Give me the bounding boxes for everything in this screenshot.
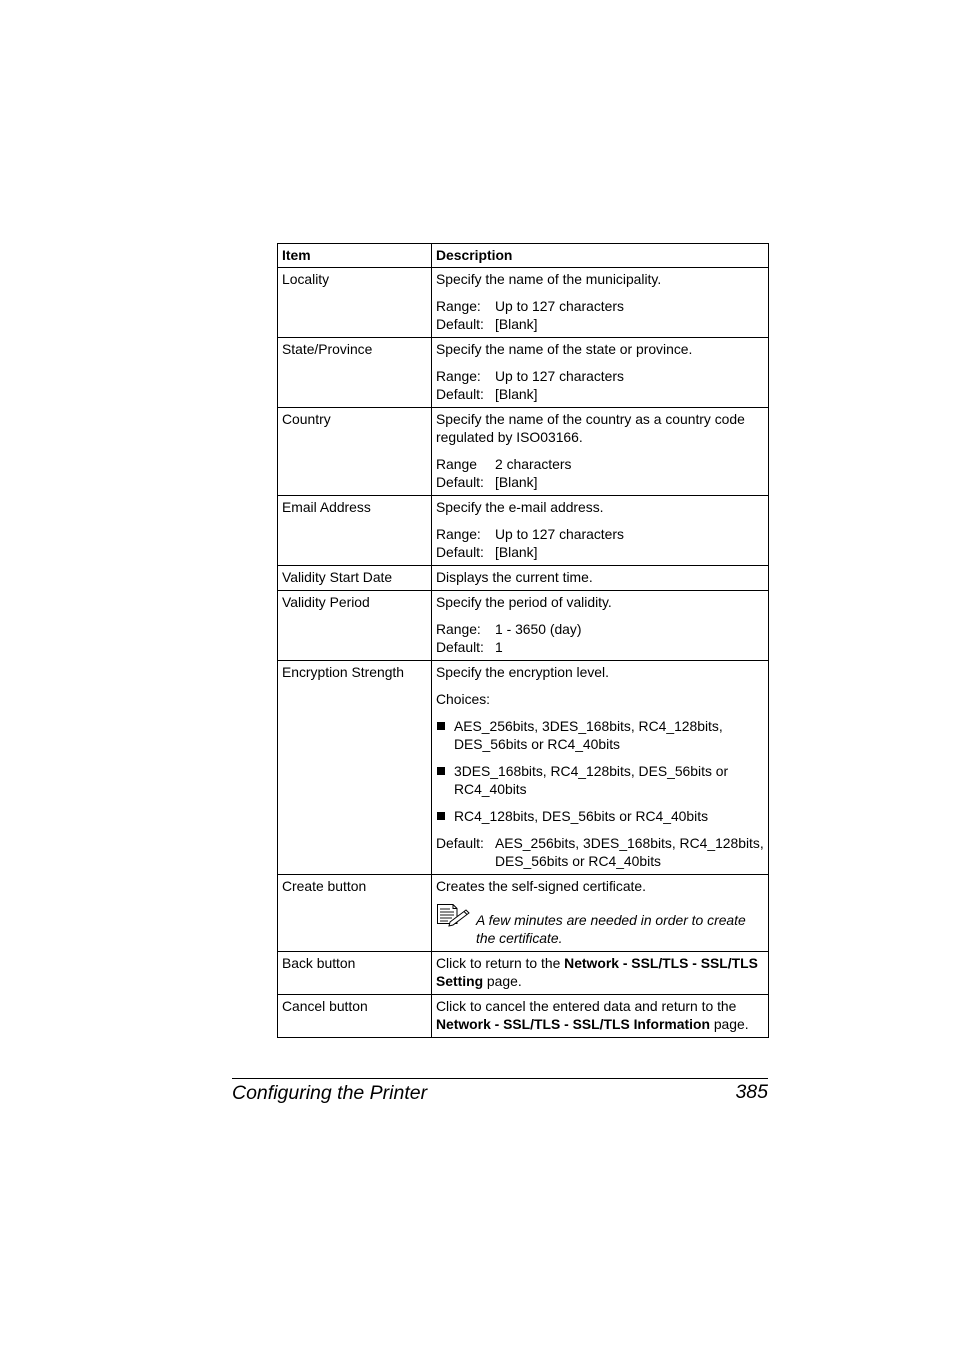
range-default-block xyxy=(436,367,764,403)
list-item xyxy=(436,717,764,753)
page-path: Network - SSL/TLS - SSL/TLS Information xyxy=(436,1016,710,1032)
table-row xyxy=(278,875,769,952)
range-label: Range xyxy=(436,456,477,472)
item-cell: State/Province xyxy=(278,338,432,408)
description-text: Specify the encryption level. xyxy=(436,664,609,680)
choice-text: 3DES_168bits, RC4_128bits, DES_56bits or RC4_40bits xyxy=(454,763,729,797)
range-default-block xyxy=(436,525,764,561)
note-pencil-icon-graphic xyxy=(436,903,470,927)
table-row xyxy=(278,591,769,661)
table-row xyxy=(278,566,769,591)
range-value: Up to 127 characters xyxy=(495,526,624,542)
range-label: Range: xyxy=(436,621,481,637)
default-label: Default: xyxy=(436,316,484,332)
description-cell xyxy=(432,408,769,496)
table-header-row xyxy=(278,244,769,268)
description-suffix: page. xyxy=(483,973,522,989)
range-default-block xyxy=(436,297,764,333)
description-text: Creates the self-signed certificate. xyxy=(436,878,647,894)
description-text: Specify the name of the country as a country code regulated by ISO03166. xyxy=(436,411,745,445)
page-path: Network - SSL/TLS - SSL/TLS Setting xyxy=(436,955,758,989)
table-row xyxy=(278,408,769,496)
item-cell: Email Address xyxy=(278,496,432,566)
item-cell: Locality xyxy=(278,268,432,338)
choice-text: AES_256bits, 3DES_168bits, RC4_128bits, DES_56bits or RC4_40bits xyxy=(454,718,723,752)
default-value: [Blank] xyxy=(495,544,538,560)
description-cell xyxy=(432,661,769,875)
item-cell: Cancel button xyxy=(278,995,432,1038)
description-cell xyxy=(432,995,769,1038)
table-row xyxy=(278,995,769,1038)
default-label: Default: xyxy=(436,474,484,490)
item-cell: Country xyxy=(278,408,432,496)
choices-list xyxy=(436,717,764,825)
description-cell xyxy=(432,875,769,952)
default-label: Default: xyxy=(436,386,484,402)
range-label: Range: xyxy=(436,368,481,384)
range-default-block xyxy=(436,620,764,656)
default-value: [Blank] xyxy=(495,386,538,402)
default-value: 1 xyxy=(495,639,503,655)
choice-text: RC4_128bits, DES_56bits or RC4_40bits xyxy=(454,808,709,824)
range-value: 1 - 3650 (day) xyxy=(495,621,582,637)
settings-table xyxy=(277,243,769,1038)
default-label: Default: xyxy=(436,835,484,851)
description-cell xyxy=(432,338,769,408)
note-text: A few minutes are needed in order to create the certificate. xyxy=(476,912,746,946)
default-value: [Blank] xyxy=(495,316,538,332)
description-cell xyxy=(432,566,769,591)
page-number: 385 xyxy=(735,1081,768,1103)
column-header-item: Item xyxy=(278,244,432,268)
item-cell: Create button xyxy=(278,875,432,952)
description-prefix: Click to cancel the entered data and return to the xyxy=(436,998,737,1014)
list-item xyxy=(436,807,764,825)
range-value: Up to 127 characters xyxy=(495,368,624,384)
description-text xyxy=(436,954,764,990)
description-suffix: page. xyxy=(709,1016,749,1032)
description-cell xyxy=(432,591,769,661)
choices-label: Choices: xyxy=(436,691,491,707)
description-text: Specify the name of the state or province. xyxy=(436,341,693,357)
default-value: AES_256bits, 3DES_168bits, RC4_128bits, DES_56bits or RC4_40bits xyxy=(495,835,764,869)
item-cell: Back button xyxy=(278,952,432,995)
description-cell xyxy=(432,268,769,338)
range-value: Up to 127 characters xyxy=(495,298,624,314)
item-cell: Encryption Strength xyxy=(278,661,432,875)
range-default-block xyxy=(436,455,764,491)
description-prefix: Click to return to the xyxy=(436,955,565,971)
range-label: Range: xyxy=(436,526,481,542)
footer-rule xyxy=(232,1078,768,1079)
item-cell: Validity Period xyxy=(278,591,432,661)
square-bullet-icon xyxy=(437,767,445,775)
table-row xyxy=(278,338,769,408)
description-text: Specify the e-mail address. xyxy=(436,499,604,515)
square-bullet-icon xyxy=(437,722,445,730)
default-block xyxy=(436,834,764,870)
table-row xyxy=(278,661,769,875)
description-cell xyxy=(432,952,769,995)
note-block xyxy=(436,904,764,947)
column-header-description: Description xyxy=(432,244,769,268)
description-text: Specify the period of validity. xyxy=(436,594,612,610)
default-value: [Blank] xyxy=(495,474,538,490)
range-label: Range: xyxy=(436,298,481,314)
default-label: Default: xyxy=(436,639,484,655)
table-row xyxy=(278,496,769,566)
table-row xyxy=(278,268,769,338)
description-text: Specify the name of the municipality. xyxy=(436,271,662,287)
description-text xyxy=(436,997,764,1033)
note-pencil-icon xyxy=(436,903,476,931)
square-bullet-icon xyxy=(437,812,445,820)
list-item xyxy=(436,762,764,798)
footer-title: Configuring the Printer xyxy=(232,1082,428,1104)
description-cell xyxy=(432,496,769,566)
default-label: Default: xyxy=(436,544,484,560)
description-text: Displays the current time. xyxy=(436,569,593,585)
table-row xyxy=(278,952,769,995)
item-cell: Validity Start Date xyxy=(278,566,432,591)
range-value: 2 characters xyxy=(495,456,572,472)
